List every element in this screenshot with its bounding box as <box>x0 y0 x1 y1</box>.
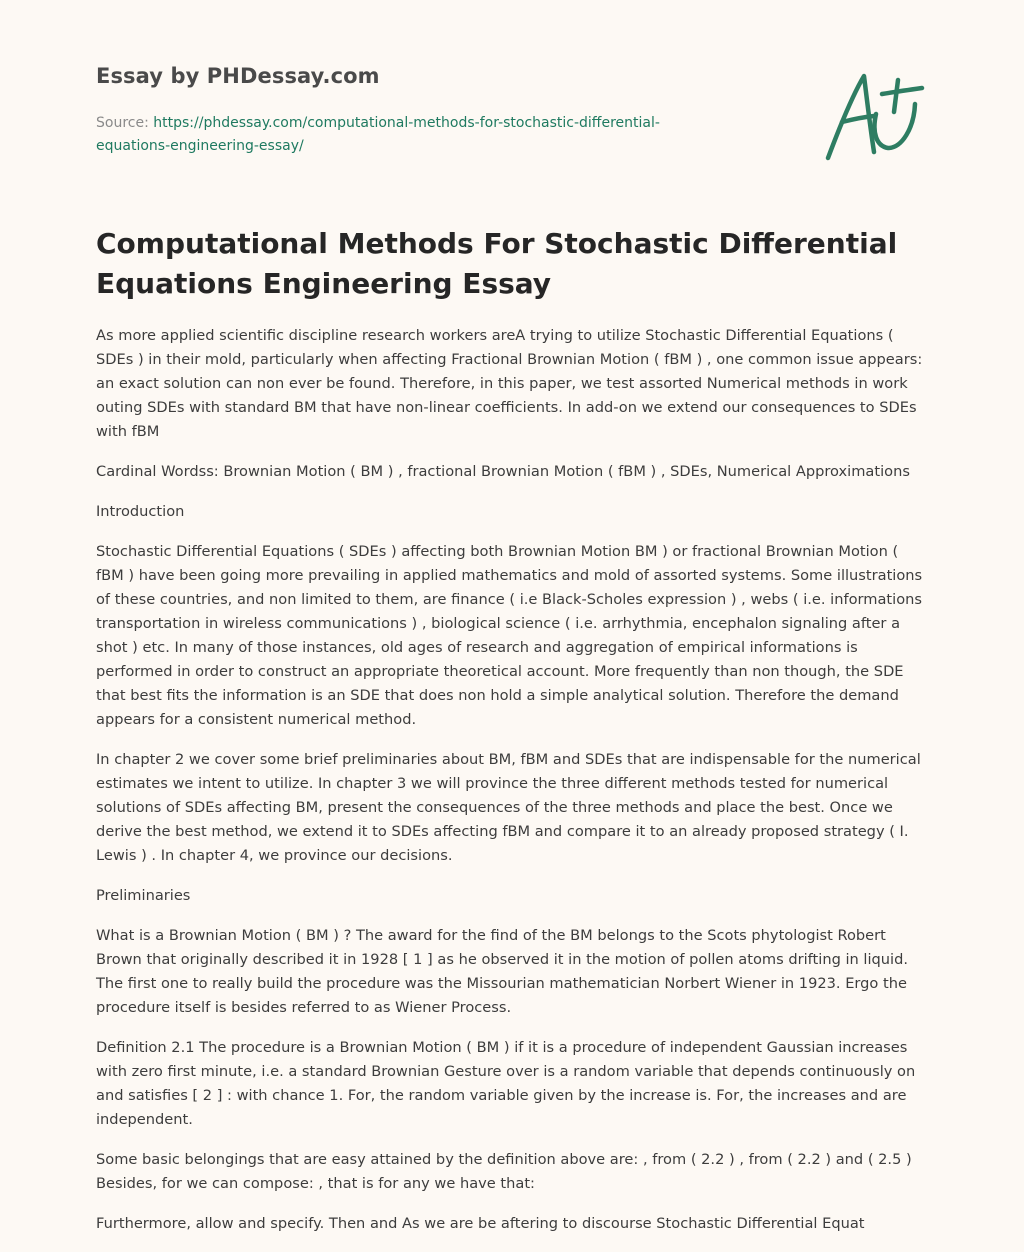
site-title: Essay by PHDessay.com <box>96 64 380 88</box>
source-url-line-2: equations-engineering-essay/ <box>96 138 304 154</box>
source-line <box>96 112 736 158</box>
paragraph-truncated: Furthermore, allow and specify. Then and As we are be aftering to discourse Stochastic Differential Equat <box>96 1215 865 1232</box>
paragraph: Stochastic Differential Equations ( SDEs ) affecting both Brownian Motion BM ) or fractional Brownian Motion ( fBM ) have been going more prevailing in applied mathematics and mold of assorted systems. Some illustrations of these countries, and non limited to them, are finance ( i.e Black-Scholes expression ) , webs ( i.e. informations transportation in wireless communications ) , biological science ( i.e. arrhythmia, encephalon signaling after a shot ) etc. In many of those instances, old ages of research and aggregation of empirical informations is performed in order to construct an appropriate theoretical account. More frequently than non though, the SDE that best fits the information is an SDE that does non hold a simple analytical solution. Therefore the demand appears for a consistent numerical method. <box>96 543 923 728</box>
paragraph: What is a Brownian Motion ( BM ) ? The award for the find of the BM belongs to the Scots phytologist Robert Brown that originally described it in 1928 [ 1 ] as he observed it in the motion of pollen atoms drifting in liquid. The first one to really build the procedure was the Missourian mathematician Norbert Wiener in 1923. Ergo the procedure itself is besides referred to as Wiener Process. <box>96 927 908 1016</box>
source-url-line-1: https://phdessay.com/computational-methods-for-stochastic-differential- <box>153 115 660 131</box>
paragraph-keywords: Cardinal Wordss: Brownian Motion ( BM ) , fractional Brownian Motion ( fBM ) , SDEs, Numerical Approximations <box>96 463 910 480</box>
source-link[interactable] <box>96 115 660 154</box>
essay-body <box>96 324 928 1252</box>
paragraph-abstract: As more applied scientific discipline research workers areA trying to utilize Stochastic Differential Equations ( SDEs ) in their mold, particularly when affecting Fractional Brownian Motion ( fBM ) , one common issue appears: an exact solution can non ever be found. Therefore, in this paper, we test assorted Numerical methods in work outing SDEs with standard BM that have non-linear coefficients. In add-on we extend our consequences to SDEs with fBM <box>96 327 923 440</box>
paragraph: Some basic belongings that are easy attained by the definition above are: , from ( 2.2 ) , from ( 2.2 ) and ( 2.5 ) Besides, for we can compose: , that is for any we have that: <box>96 1151 912 1192</box>
section-heading-preliminaries: Preliminaries <box>96 887 191 904</box>
source-label: Source: <box>96 115 149 131</box>
essay-title: Computational Methods For Stochastic Differential Equations Engineering Essay <box>96 227 898 300</box>
paragraph: In chapter 2 we cover some brief preliminaries about BM, fBM and SDEs that are indispensable for the numerical estimates we intent to utilize. In chapter 3 we will province the three different methods tested for numerical solutions of SDEs affecting BM, present the consequences of the three methods and place the best. Once we derive the best method, we extend it to SDEs affecting fBM and compare it to an already proposed strategy ( I. Lewis ) . In chapter 4, we province our decisions. <box>96 751 921 864</box>
section-heading-introduction: Introduction <box>96 503 185 520</box>
paragraph-definition: Definition 2.1 The procedure is a Brownian Motion ( BM ) if it is a procedure of independent Gaussian increases with zero first minute, i.e. a standard Brownian Gesture over is a random variable that depends continuously on and satisfies [ 2 ] : with chance 1. For, the random variable given by the increase is. For, the increases and are independent. <box>96 1039 916 1128</box>
a-plus-icon <box>818 66 930 166</box>
